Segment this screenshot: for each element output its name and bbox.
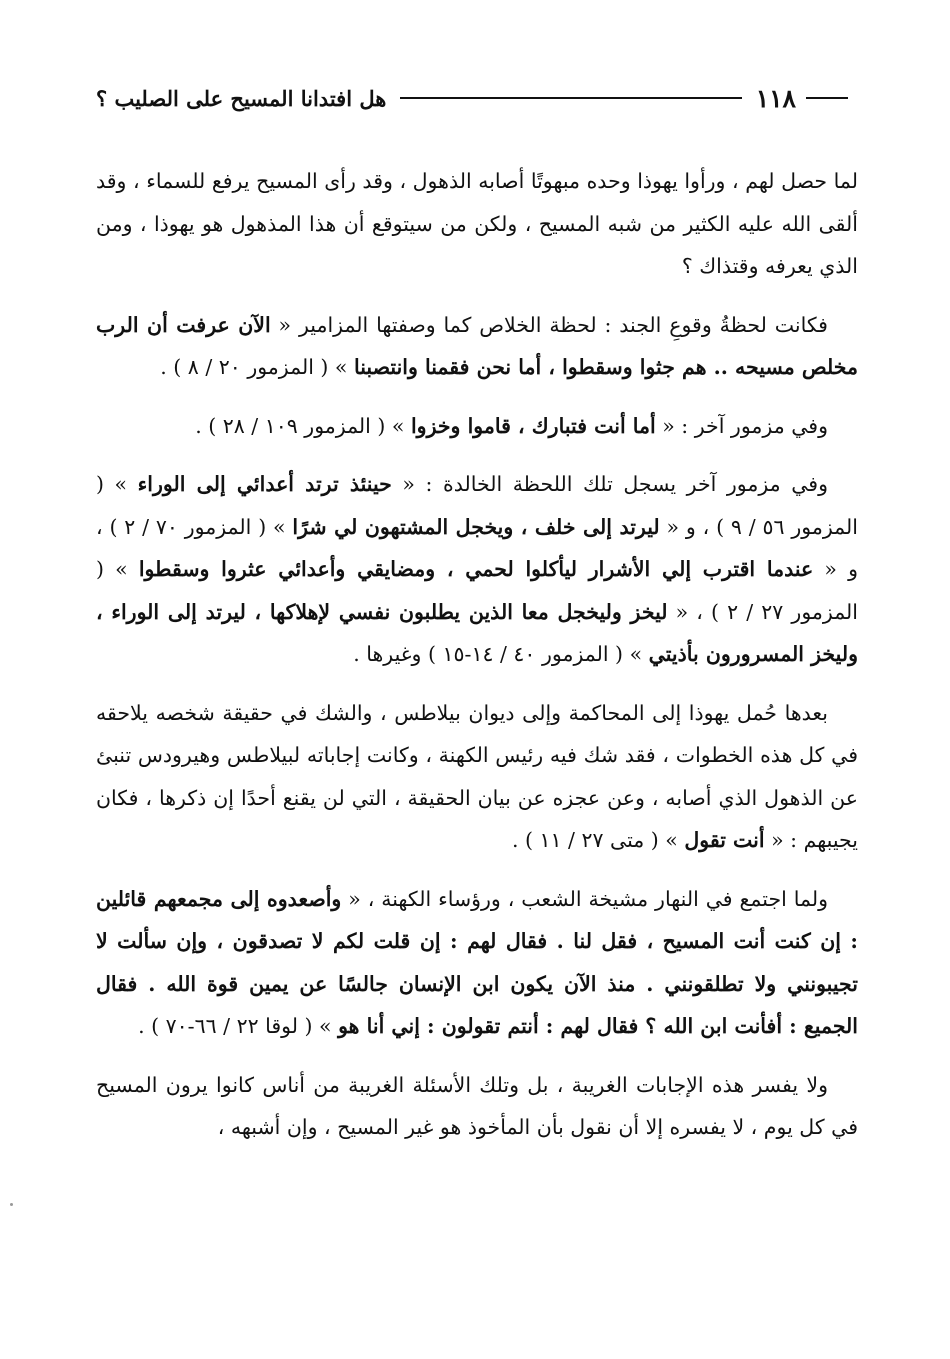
body-text — [96, 160, 858, 1165]
paragraph — [96, 405, 858, 448]
text-segment: » ( المزمور ٢٧ / ٢ ) ، « — [96, 557, 858, 624]
text-segment: » ( المزمور ٥٦ / ٩ ) ، و « — [96, 472, 858, 539]
text-segment: وفي مزمور آخر يسجل تلك اللحظة الخالدة : « — [391, 472, 829, 496]
quoted-text: حينئذ ترتد أعدائي إلى الوراء — [137, 472, 392, 496]
text-segment: بعدها حُمل يهوذا إلى المحاكمة وإلى ديوان بيلاطس ، والشك في حقيقة شخصه يلاحقه في كل هذه الخطوات ، فقد شك فيه رئيس الكهنة ، وكانت إجاباته لبيلاطس وهيرودس تنبئ عن الذهول الذي أصابه ، وعن عجزه عن بيان الحقيقة ، التي لن يقنع أحدًا إن ذكرها ، فكان يجيبهم : « — [96, 700, 858, 852]
header-rule-long — [400, 97, 741, 99]
text-segment: » ( المزمور ٧٠ / ٢ ) ، و « — [96, 514, 858, 581]
paragraph — [96, 463, 858, 676]
quoted-text: وأصعدوه إلى مجمعهم قائلين : إن كنت أنت المسيح ، فقل لنا . فقال لهم : إن قلت لكم لا تصدقون ، وإن سألت لا تجيبونني ولا تطلقونني . منذ الآن يكون ابن الإنسان جالسًا عن يمين قوة الله . فقال الجميع : أفأنت ابن الله ؟ فقال لهم : أنتم تقولون : إني أنا هو — [96, 886, 858, 1038]
text-segment: لما حصل لهم ، ورأوا يهوذا وحده مبهوتًا أصابه الذهول ، وقد رأى المسيح يرفع للسماء ، وقد ألقى الله عليه الكثير من شبه المسيح ، ولكن من سيتوقع أن هذا المذهول هو يهوذا ، ومن الذي يعرفه وقتذاك ؟ — [96, 169, 859, 278]
page-number: ١١٨ — [755, 83, 796, 113]
text-segment: فكانت لحظةُ وقوعِ الجند : لحظة الخلاص كما وصفتها المزامير « — [270, 312, 828, 337]
quoted-text: ليرتد إلى خلف ، ويخجل المشتهون لي شرًا — [292, 514, 660, 539]
quoted-text: أما أنت فتبارك ، قاموا وخزوا — [410, 413, 656, 438]
text-segment: وفي مزمور آخر : « — [655, 413, 828, 438]
paragraph — [96, 878, 858, 1048]
text-segment: » ( المزمور ١٠٩ / ٢٨ ) . — [195, 413, 411, 438]
text-segment: » ( لوقا ٢٢ / ٦٦-٧٠ ) . — [138, 1014, 339, 1038]
text-segment: » ( متى ٢٧ / ١١ ) . — [511, 828, 685, 852]
paragraph — [96, 304, 858, 389]
text-segment: ولا يفسر هذه الإجابات الغريبة ، بل وتلك الأسئلة الغريبة من أناس كانوا يرون المسيح في كل يوم ، لا يفسره إلا أن نقول بأن المأخوذ هو غير المسيح ، وإن أشبهه ، — [96, 1072, 858, 1139]
margin-dot — [10, 1203, 13, 1206]
paragraph — [96, 1064, 858, 1149]
text-segment: ولما اجتمع في النهار مشيخة الشعب ، ورؤساء الكهنة ، « — [341, 886, 828, 911]
running-title: هل افتدانا المسيح على الصليب ؟ — [96, 85, 387, 111]
text-segment: » ( المزمور ٤٠ / ١٤-١٥ ) وغيرها . — [353, 642, 649, 666]
paragraph — [96, 692, 858, 862]
quoted-text: أنت تقول — [684, 828, 765, 852]
paragraph — [96, 160, 858, 288]
quoted-text: الآن عرفت أن الرب مخلص مسيحه .. هم جثوا وسقطوا ، أما نحن فقمنا وانتصبنا — [96, 312, 858, 379]
header-rule-right — [806, 97, 848, 99]
quoted-text: عندما اقترب إلي الأشرار ليأكلوا لحمي ، ومضايقي وأعدائي عثروا وسقطوا — [138, 557, 814, 581]
text-segment: » ( المزمور ٢٠ / ٨ ) . — [160, 355, 354, 379]
page-header — [96, 78, 858, 118]
quoted-text: ليخز وليخجل معا الذين يطلبون نفسي لإهلاكها ، ليرتد إلى الوراء ، وليخز المسرورون بأذيتي — [96, 599, 858, 666]
